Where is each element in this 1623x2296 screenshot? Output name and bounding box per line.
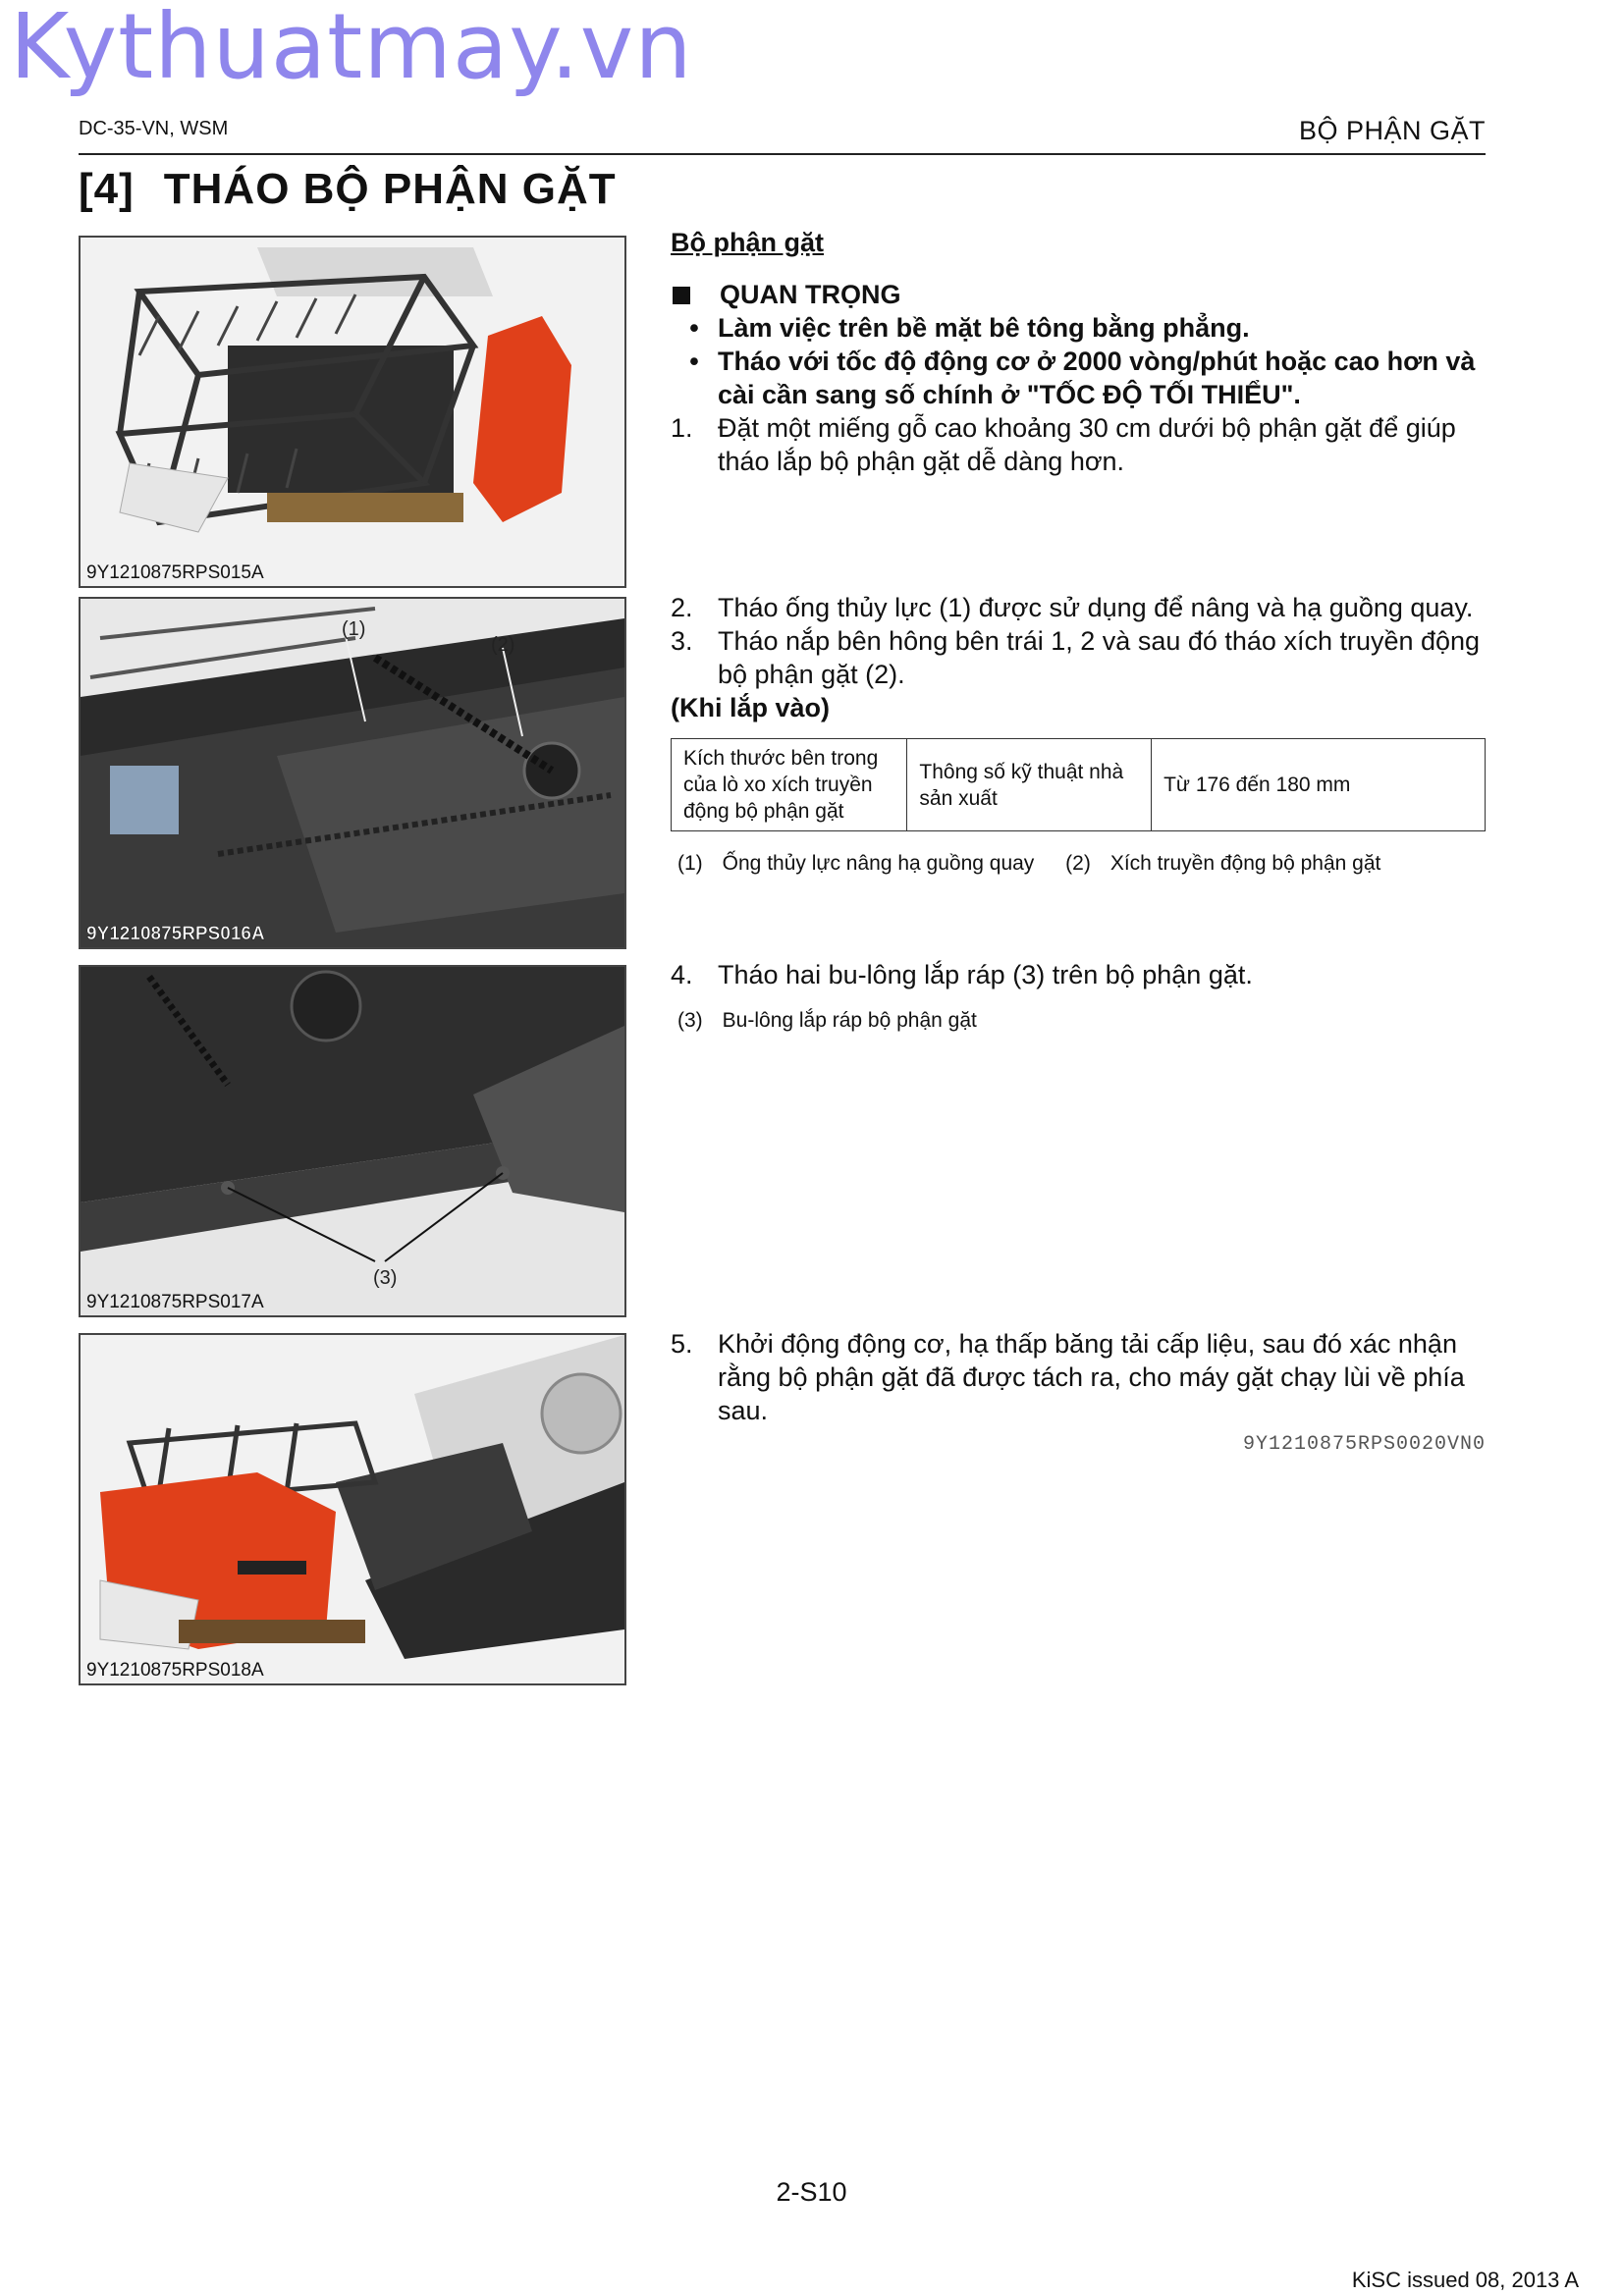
legend-key: (3)	[677, 1009, 703, 1032]
step-5	[671, 1327, 1486, 1427]
watermark: Kythuatmay.vn	[10, 0, 693, 99]
bullet-text: Làm việc trên bề mặt bê tông bằng phẳng.	[718, 313, 1250, 343]
issued-note: KiSC issued 08, 2013 A	[1351, 2268, 1579, 2292]
install-heading: (Khi lắp vào)	[671, 693, 831, 722]
bullet-text: Tháo với tốc độ động cơ ở 2000 vòng/phút hoặc cao hơn và cài cần sang số chính ở "TỐC ĐỘ TỐI THIỂU".	[718, 347, 1476, 409]
legend-key: (1)	[677, 852, 703, 875]
legend-2	[677, 1009, 977, 1033]
legend-text: Ống thủy lực nâng hạ guồng quay	[722, 852, 1035, 875]
step-text: Đặt một miếng gỗ cao khoảng 30 cm dưới bộ phận gặt để giúp tháo lắp bộ phận gặt dễ dàng hơn.	[718, 413, 1456, 476]
figure-3-callout-3: (3)	[373, 1267, 398, 1289]
title-number: [4]	[79, 165, 135, 213]
square-bullet-icon	[673, 287, 690, 304]
bullet-item	[671, 311, 1486, 345]
step-item	[671, 958, 1486, 991]
step-4	[671, 958, 1486, 991]
figure-2-photo	[81, 599, 624, 947]
steps-2-3	[671, 591, 1486, 724]
legend-key: (2)	[1065, 852, 1091, 875]
step-item	[671, 591, 1486, 624]
bullet-dot-icon: •	[689, 347, 699, 376]
figure-4-photo	[81, 1335, 624, 1683]
important-label: QUAN TRỌNG	[720, 280, 901, 309]
figure-2-callout-2: (2)	[491, 634, 515, 656]
header-section: BỘ PHẬN GẶT	[1298, 116, 1486, 145]
important-heading	[671, 278, 1486, 311]
spec-source: Thông số kỹ thuật nhà sản xuất	[907, 739, 1152, 831]
figure-2-callout-1: (1)	[342, 618, 366, 640]
figure-4	[79, 1333, 626, 1685]
figure-2	[79, 597, 626, 949]
bullet-item	[671, 345, 1486, 411]
table-row	[672, 739, 1486, 831]
legend-text: Xích truyền động bộ phận gặt	[1109, 852, 1381, 875]
step-number: 4.	[671, 960, 693, 989]
figure-3	[79, 965, 626, 1317]
step-number: 5.	[671, 1329, 693, 1359]
header-doc-id: DC-35-VN, WSM	[79, 118, 229, 139]
spec-table	[671, 738, 1486, 831]
step-text: Tháo ống thủy lực (1) được sử dụng để nâng và hạ guồng quay.	[718, 593, 1474, 622]
step-item	[671, 1327, 1486, 1427]
figure-1	[79, 236, 626, 588]
step-item	[671, 624, 1486, 691]
step-item	[671, 411, 1486, 478]
header-rule	[79, 153, 1486, 155]
figure-4-label: 9Y1210875RPS018A	[86, 1660, 264, 1681]
step-text: Tháo nắp bên hông bên trái 1, 2 và sau đó tháo xích truyền động bộ phận gặt (2).	[718, 626, 1481, 689]
spec-item: Kích thước bên trong của lò xo xích truyền động bộ phận gặt	[672, 739, 907, 831]
important-block	[671, 278, 1486, 478]
legend-text: Bu-lông lắp ráp bộ phận gặt	[722, 1009, 977, 1032]
step-number: 3.	[671, 626, 693, 656]
bullet-dot-icon: •	[689, 313, 699, 343]
legend-1	[677, 852, 1380, 876]
step-number: 1.	[671, 413, 693, 443]
figure-2-label: 9Y1210875RPS016A	[86, 924, 265, 944]
page-title	[79, 165, 617, 214]
spec-value: Từ 176 đến 180 mm	[1152, 739, 1486, 831]
section-subheading	[671, 226, 1486, 259]
doc-code: 9Y1210875RPS0020VN0	[1242, 1433, 1486, 1456]
title-text: THÁO BỘ PHẬN GẶT	[163, 165, 617, 213]
step-text: Khởi động động cơ, hạ thấp băng tải cấp liệu, sau đó xác nhận rằng bộ phận gặt đã được tách ra, cho máy gặt chạy lùi về phía sau.	[718, 1329, 1465, 1425]
figure-3-photo	[81, 967, 624, 1315]
subheading-text: Bộ phận gặt	[671, 228, 824, 257]
figure-3-label: 9Y1210875RPS017A	[86, 1292, 264, 1312]
page-number: 2-S10	[776, 2177, 847, 2207]
step-number: 2.	[671, 593, 693, 622]
figure-1-photo	[81, 238, 624, 586]
figure-1-label: 9Y1210875RPS015A	[86, 562, 264, 583]
step-text: Tháo hai bu-lông lắp ráp (3) trên bộ phận gặt.	[718, 960, 1253, 989]
